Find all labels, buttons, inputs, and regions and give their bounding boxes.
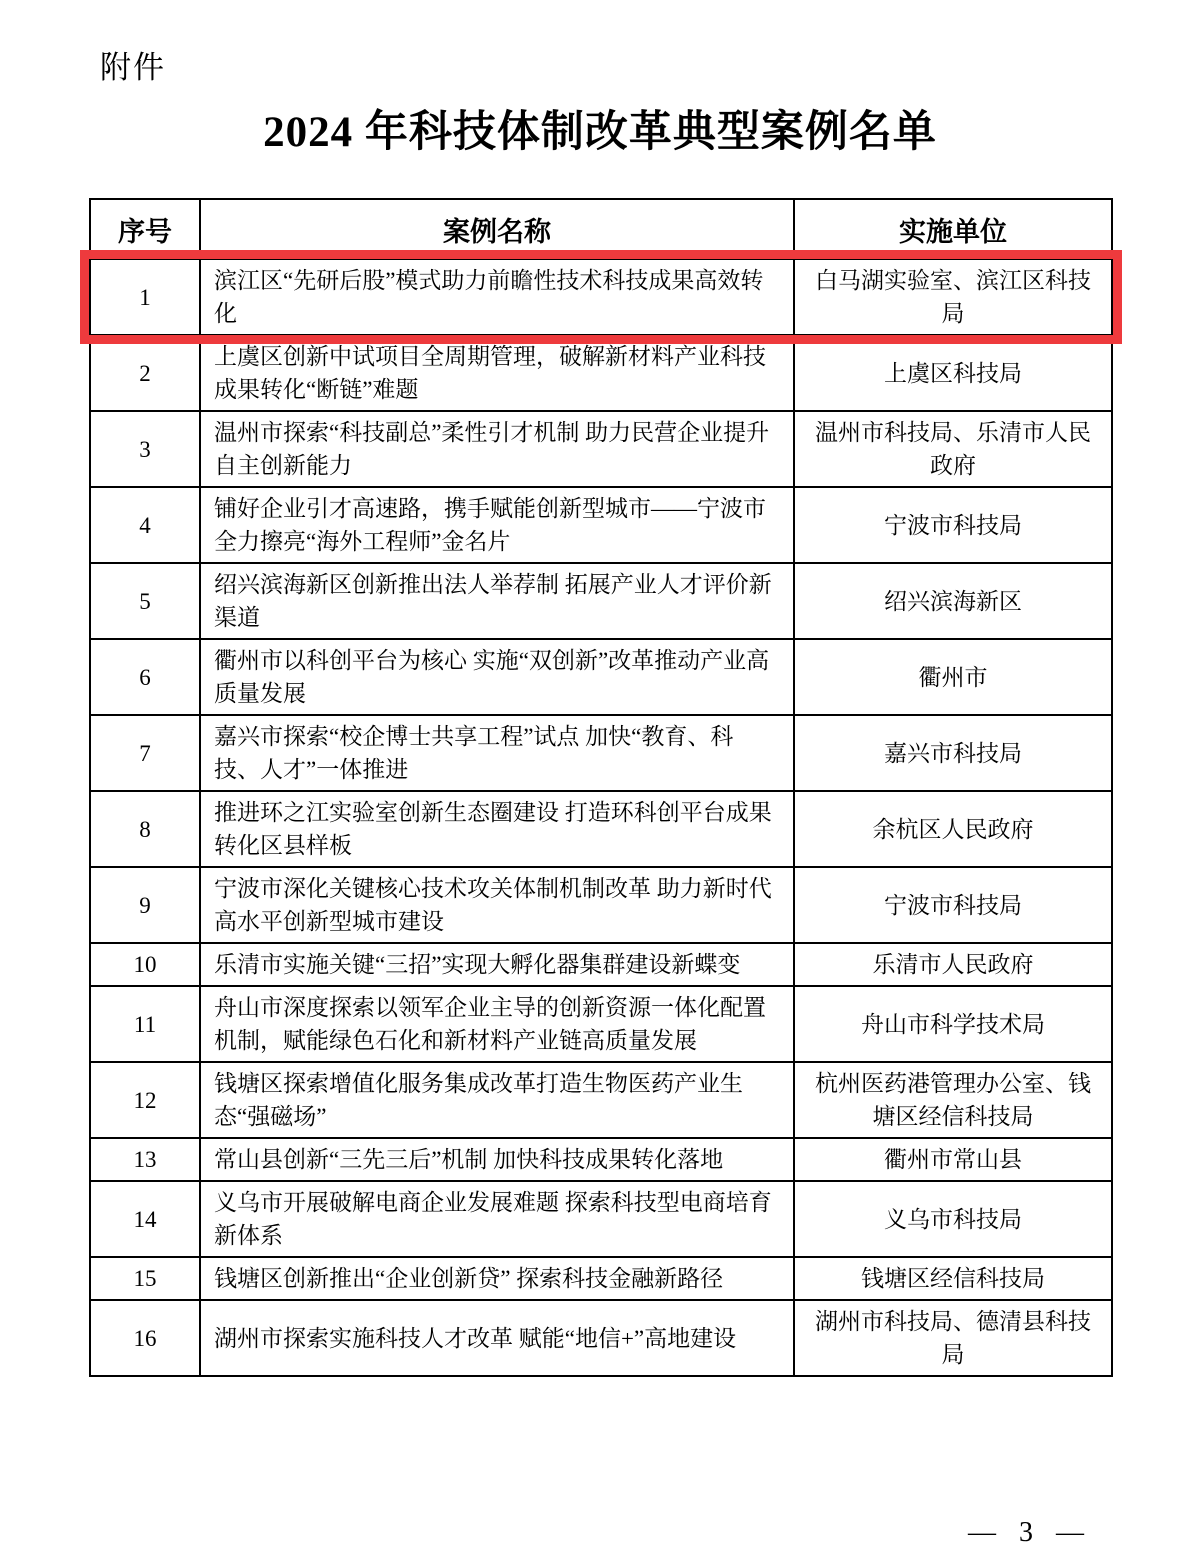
cell-serial-number: 11: [90, 986, 200, 1062]
table-row: [90, 335, 1112, 411]
cell-case-name: 绍兴滨海新区创新推出法人举荐制 拓展产业人才评价新渠道: [200, 563, 794, 639]
cell-serial-number: 1: [90, 259, 200, 335]
cell-serial-number: 7: [90, 715, 200, 791]
case-table-wrap: [89, 198, 1111, 1377]
header-case-name: 案例名称: [200, 199, 794, 259]
header-implementing-unit: 实施单位: [794, 199, 1112, 259]
cell-serial-number: 4: [90, 487, 200, 563]
cell-serial-number: 14: [90, 1181, 200, 1257]
cell-implementing-unit: 衢州市: [794, 639, 1112, 715]
cell-case-name: 钱塘区创新推出“企业创新贷” 探索科技金融新路径: [200, 1257, 794, 1300]
cell-serial-number: 13: [90, 1138, 200, 1181]
cell-implementing-unit: 余杭区人民政府: [794, 791, 1112, 867]
table-row: [90, 943, 1112, 986]
cell-implementing-unit: 宁波市科技局: [794, 487, 1112, 563]
cell-case-name: 推进环之江实验室创新生态圈建设 打造环科创平台成果转化区县样板: [200, 791, 794, 867]
cell-implementing-unit: 绍兴滨海新区: [794, 563, 1112, 639]
header-serial-number: 序号: [90, 199, 200, 259]
cell-implementing-unit: 杭州医药港管理办公室、钱塘区经信科技局: [794, 1062, 1112, 1138]
cell-implementing-unit: 宁波市科技局: [794, 867, 1112, 943]
table-row: [90, 259, 1112, 335]
table-row: [90, 1257, 1112, 1300]
cell-implementing-unit: 钱塘区经信科技局: [794, 1257, 1112, 1300]
table-row: [90, 411, 1112, 487]
cell-case-name: 义乌市开展破解电商企业发展难题 探索科技型电商培育新体系: [200, 1181, 794, 1257]
cell-case-name: 铺好企业引才高速路，携手赋能创新型城市——宁波市全力擦亮“海外工程师”金名片: [200, 487, 794, 563]
cell-implementing-unit: 白马湖实验室、滨江区科技局: [794, 259, 1112, 335]
page-number: — 3 —: [968, 1517, 1084, 1548]
table-row: [90, 715, 1112, 791]
cell-case-name: 温州市探索“科技副总”柔性引才机制 助力民营企业提升自主创新能力: [200, 411, 794, 487]
cell-serial-number: 8: [90, 791, 200, 867]
table-row: [90, 1300, 1112, 1376]
table-header-row: [90, 199, 1112, 259]
cell-case-name: 常山县创新“三先三后”机制 加快科技成果转化落地: [200, 1138, 794, 1181]
table-row: [90, 1138, 1112, 1181]
cell-serial-number: 2: [90, 335, 200, 411]
cell-serial-number: 5: [90, 563, 200, 639]
table-row: [90, 986, 1112, 1062]
attachment-label: 附件: [100, 50, 166, 85]
cell-case-name: 钱塘区探索增值化服务集成改革打造生物医药产业生态“强磁场”: [200, 1062, 794, 1138]
table-row: [90, 1062, 1112, 1138]
table-row: [90, 867, 1112, 943]
cell-serial-number: 10: [90, 943, 200, 986]
cell-case-name: 舟山市深度探索以领军企业主导的创新资源一体化配置机制，赋能绿色石化和新材料产业链高质量发展: [200, 986, 794, 1062]
cell-serial-number: 15: [90, 1257, 200, 1300]
page-title: 2024 年科技体制改革典型案例名单: [263, 109, 937, 156]
cell-implementing-unit: 上虞区科技局: [794, 335, 1112, 411]
cell-case-name: 嘉兴市探索“校企博士共享工程”试点 加快“教育、科技、人才”一体推进: [200, 715, 794, 791]
cell-implementing-unit: 湖州市科技局、德清县科技局: [794, 1300, 1112, 1376]
cell-case-name: 上虞区创新中试项目全周期管理，破解新材料产业科技成果转化“断链”难题: [200, 335, 794, 411]
cell-implementing-unit: 乐清市人民政府: [794, 943, 1112, 986]
cell-serial-number: 9: [90, 867, 200, 943]
cell-implementing-unit: 温州市科技局、乐清市人民政府: [794, 411, 1112, 487]
table-row: [90, 791, 1112, 867]
cell-serial-number: 6: [90, 639, 200, 715]
table-row: [90, 639, 1112, 715]
cell-implementing-unit: 义乌市科技局: [794, 1181, 1112, 1257]
cell-implementing-unit: 衢州市常山县: [794, 1138, 1112, 1181]
cell-serial-number: 3: [90, 411, 200, 487]
case-table: [89, 198, 1113, 1377]
table-row: [90, 1181, 1112, 1257]
cell-case-name: 湖州市探索实施科技人才改革 赋能“地信+”高地建设: [200, 1300, 794, 1376]
table-row: [90, 487, 1112, 563]
cell-case-name: 乐清市实施关键“三招”实现大孵化器集群建设新蝶变: [200, 943, 794, 986]
cell-case-name: 宁波市深化关键核心技术攻关体制机制改革 助力新时代高水平创新型城市建设: [200, 867, 794, 943]
cell-implementing-unit: 嘉兴市科技局: [794, 715, 1112, 791]
cell-serial-number: 12: [90, 1062, 200, 1138]
cell-implementing-unit: 舟山市科学技术局: [794, 986, 1112, 1062]
table-row: [90, 563, 1112, 639]
cell-serial-number: 16: [90, 1300, 200, 1376]
cell-case-name: 衢州市以科创平台为核心 实施“双创新”改革推动产业高质量发展: [200, 639, 794, 715]
table-body: [90, 259, 1112, 1376]
cell-case-name: 滨江区“先研后股”模式助力前瞻性技术科技成果高效转化: [200, 259, 794, 335]
